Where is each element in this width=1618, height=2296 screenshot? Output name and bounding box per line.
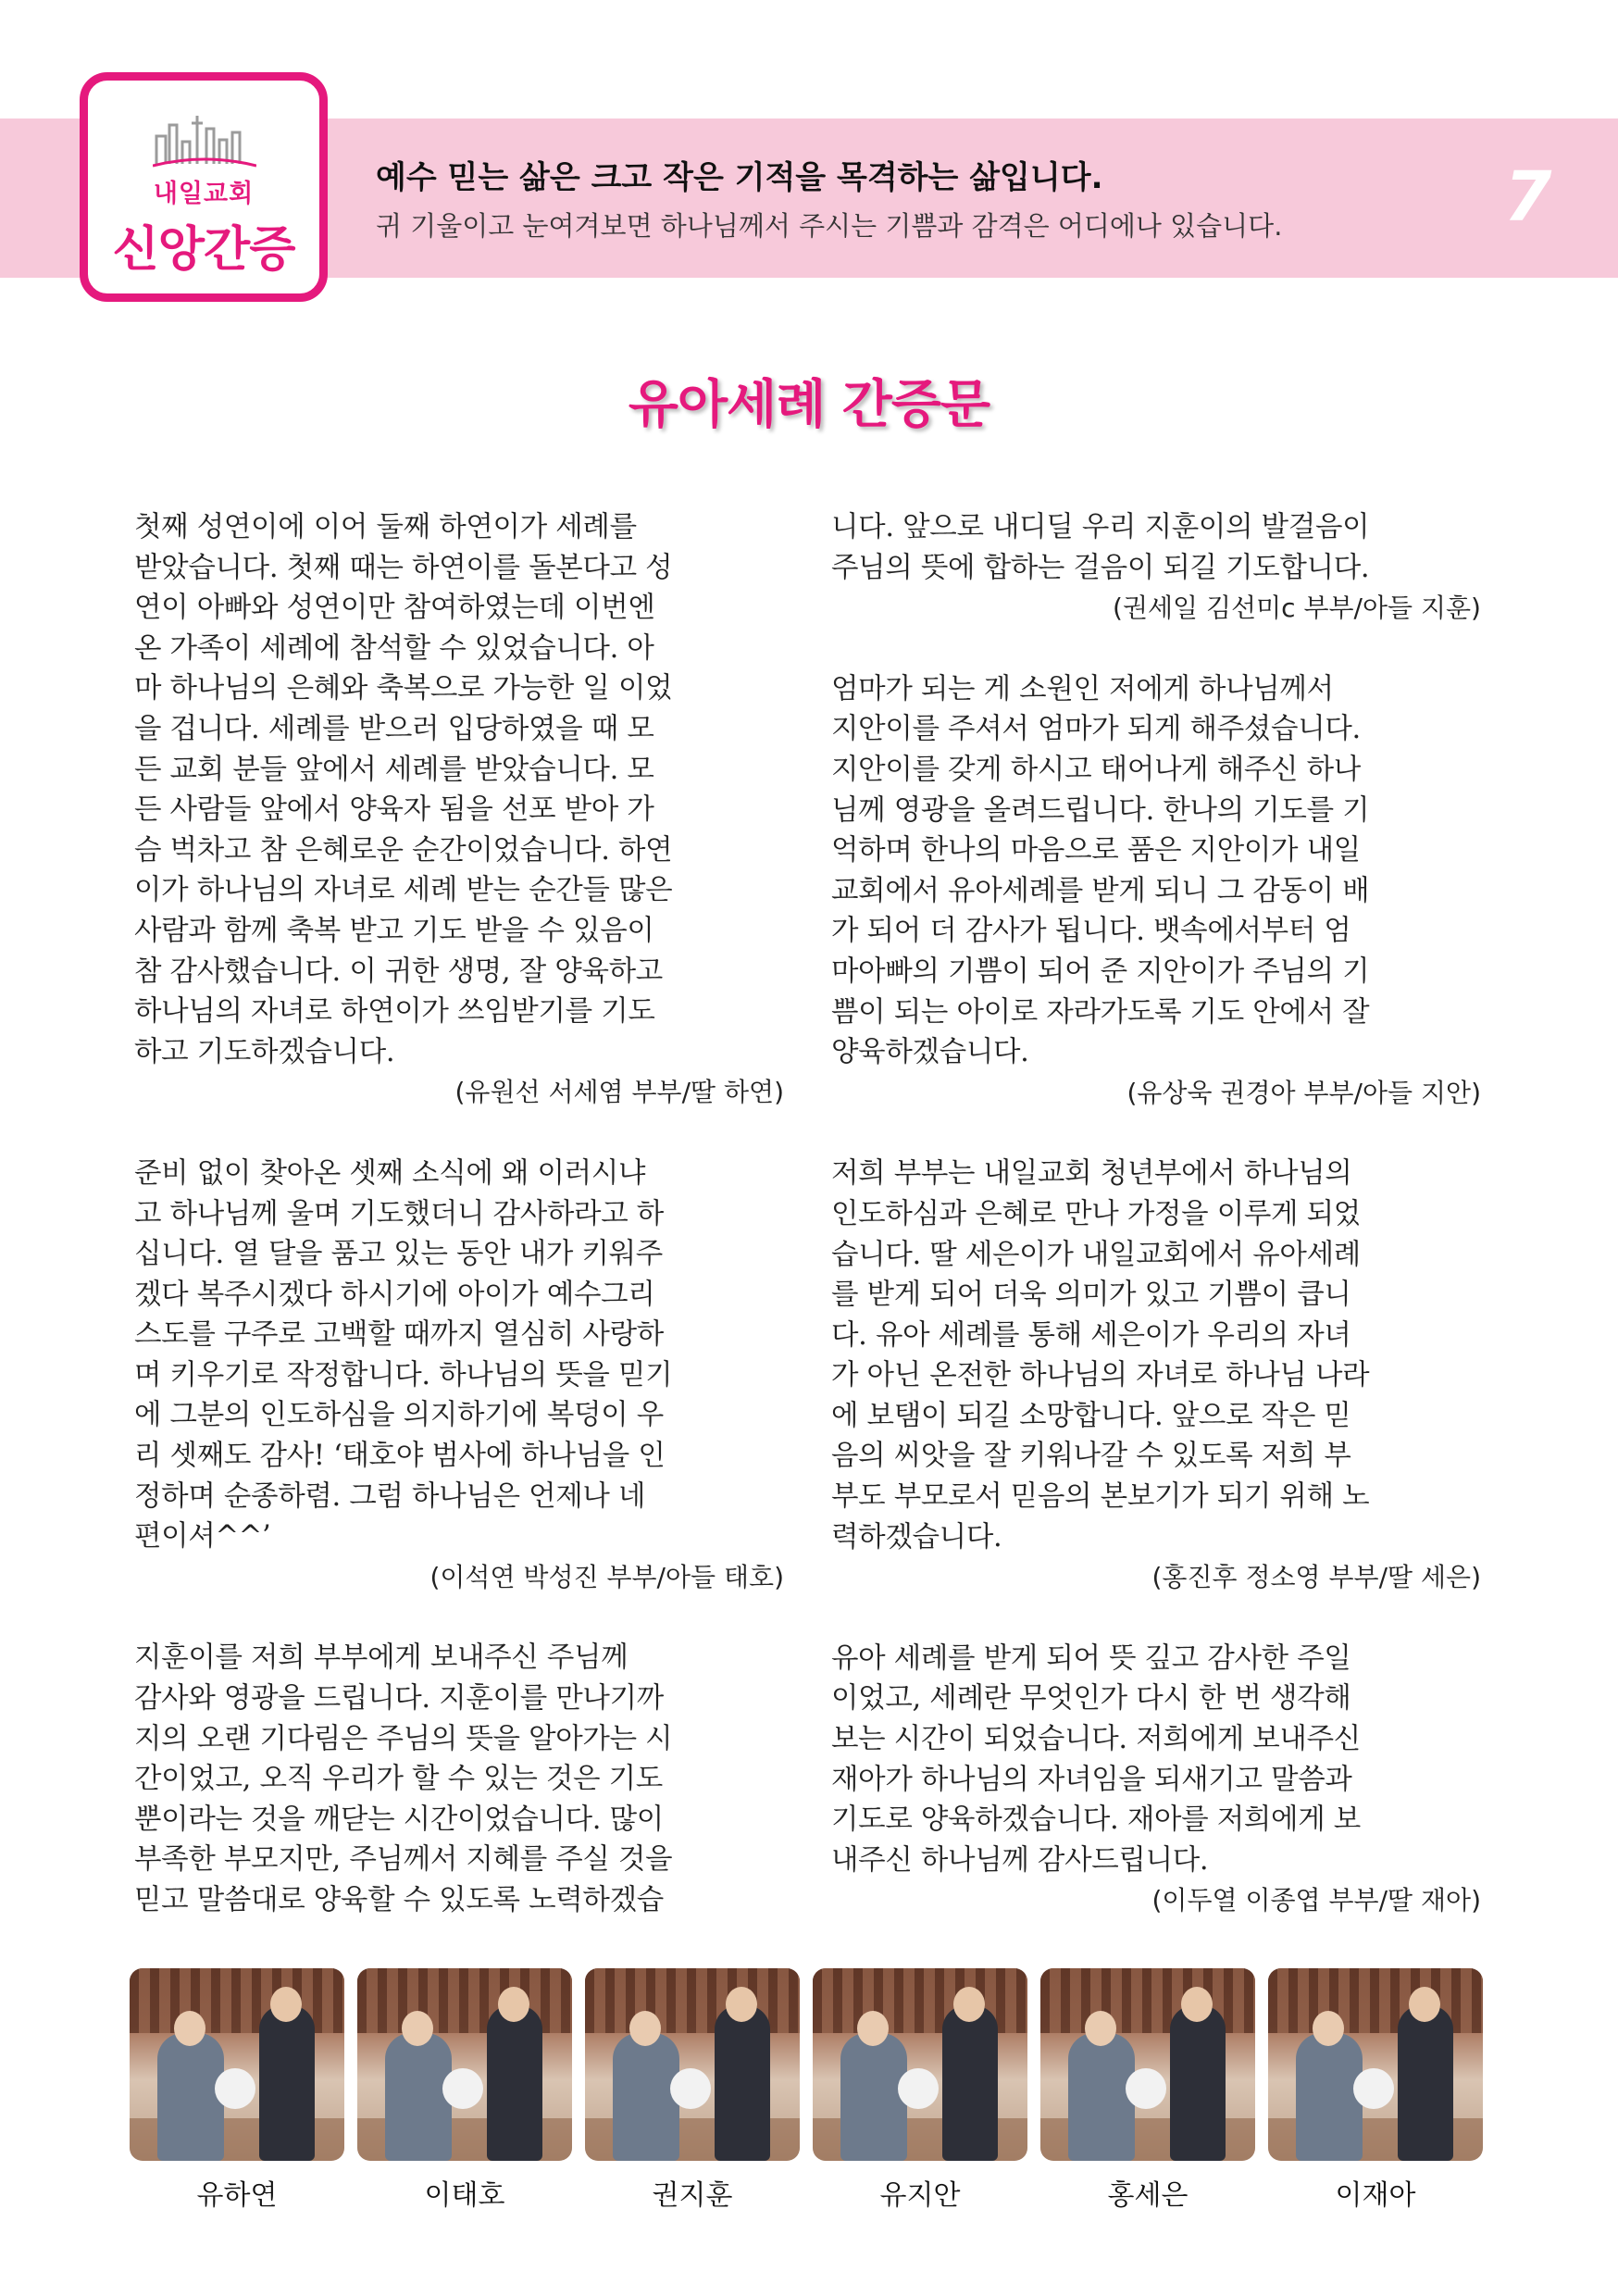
photo-caption: 홍세은 [1107,2179,1189,2212]
photo-caption: 유지안 [879,2179,961,2212]
testimony-text: 준비 없이 찾아온 셋째 소식에 왜 이러시냐 고 하나님께 울며 기도했더니 감사하라고 하 십니다. 열 달을 품고 있는 동안 내가 키워주 겠다 복주시겠다 하시기에 아이가 예수그리 스도를 구주로 고백할 때까지 열심히 사랑하 며 키우기로 작정합니다. 하나님의 뜻을 믿기 에 그분의 인도하심을 의지하기에 복덩이 우 리 셋째도 감사! ‘태호야 범사에 하나님을 인 정하며 순종하렴. 그럼 하나님은 언제나 네 편이셔^^’ [134,1156,673,1554]
baptism-photo [130,1968,344,2161]
baptism-photo [813,1968,1027,2161]
photo-strip [130,1968,1487,2161]
page-number: 7 [1504,157,1552,237]
spacer [831,1598,1481,1639]
spacer [831,629,1481,669]
article-title: 유아세례 간증문 [628,375,990,435]
photo-caption: 권지훈 [652,2179,733,2212]
header-headline: 예수 믿는 삶은 크고 작은 기적을 목격하는 삶입니다. [376,159,1103,196]
right-column [831,507,1481,1921]
spacer [134,1597,784,1638]
testimony-signature: (이석연 박성진 부부/아들 태호) [429,1561,784,1592]
spacer [831,1113,1481,1154]
spacer [134,1113,784,1154]
church-name: 내일교회 [153,180,255,208]
section-logo [80,72,328,302]
testimony-text: 첫째 성연이에 이어 둘째 하연이가 세례를 받았습니다. 첫째 때는 하연이를 돌본다고 성 연이 아빠와 성연이만 참여하였는데 이번엔 온 가족이 세례에 참석할 수 있었습니다. 아 마 하나님의 은혜와 축복으로 가능한 일 이었 을 겁니다. 세례를 받으러 입당하였을 때 모 든 교회 분들 앞에서 세례를 받았습니다. 모 든 사람들 앞에서 양육자 됨을 선포 받아 가 슴 벅차고 참 은혜로운 순간이었습니다. 하연 이가 하나님의 자녀로 세례 받는 순간들 많은 사람과 함께 축복 받고 기도 받을 수 있음이 참 감사했습니다. 이 귀한 생명, 잘 양육하고 하나님의 자녀로 하연이가 쓰임받기를 기도 하고 기도하겠습니다. [134,511,673,1068]
photo-caption: 유하연 [196,2179,278,2212]
testimony-signature: (권세일 김선미c 부부/아들 지훈) [1113,593,1481,624]
testimony-signature: (홍진후 정소영 부부/딸 세은) [1151,1562,1481,1593]
testimony-signature: (유원선 서세염 부부/딸 하연) [454,1077,784,1108]
testimony-signature: (유상욱 권경아 부부/아들 지안) [1126,1077,1481,1108]
testimony-text: 엄마가 되는 게 소원인 저에게 하나님께서 지안이를 주셔서 엄마가 되게 해주셨습니다. 지안이를 갖게 하시고 태어나게 해주신 하나 님께 영광을 올려드립니다. 한나의 기도를 기 억하며 한나의 마음으로 품은 지안이가 내일 교회에서 유아세례를 받게 되니 그 감동이 배 가 되어 더 감사가 됩니다. 뱃속에서부터 엄 마아빠의 기쁨이 되어 준 지안이가 주님의 기 쁨이 되는 아이로 자라가도록 기도 안에서 잘 양육하겠습니다. [831,672,1370,1069]
section-category: 신앙간증 [112,222,295,278]
testimony-signature: (이두열 이종엽 부부/딸 재아) [1151,1885,1481,1916]
baptism-photo [585,1968,800,2161]
testimony-text: 유아 세례를 받게 되어 뜻 깊고 감사한 주일 이었고, 세례란 무엇인가 다시 한 번 생각해 보는 시간이 되었습니다. 저희에게 보내주신 재아가 하나님의 자녀임을 되새기고 말씀과 기도로 양육하겠습니다. 재아를 저희에게 보 내주신 하나님께 감사드립니다. [831,1641,1361,1877]
baptism-photo [1040,1968,1255,2161]
testimony-text: 니다. 앞으로 내디딜 우리 지훈이의 발걸음이 주님의 뜻에 합하는 걸음이 되길 기도합니다. [831,511,1370,584]
testimony-text: 저희 부부는 내일교회 청년부에서 하나님의 인도하심과 은혜로 만나 가정을 이루게 되었 습니다. 딸 세은이가 내일교회에서 유아세례 를 받게 되어 더욱 의미가 있고 기쁨이 큽니 다. 유아 세례를 통해 세은이가 우리의 자녀 가 아닌 온전한 하나님의 자녀로 하나님 나라 에 보탬이 되길 소망합니다. 앞으로 작은 믿 음의 씨앗을 잘 키워나갈 수 있도록 저희 부 부도 부모로서 믿음의 본보기가 되기 위해 노 력하겠습니다. [831,1157,1370,1554]
testimony-text: 지훈이를 저희 부부에게 보내주신 주님께 감사와 영광을 드립니다. 지훈이를 만나기까 지의 오랜 기다림은 주님의 뜻을 알아가는 시 간이었고, 오직 우리가 할 수 있는 것은 기도 뿐이라는 것을 깨닫는 시간이었습니다. 많이 부족한 부모지만, 주님께서 지혜를 주실 것을 믿고 말씀대로 양육할 수 있도록 노력하겠습 [134,1641,673,1916]
header-subline: 귀 기울이고 눈여겨보면 하나님께서 주시는 기쁨과 감격은 어디에나 있습니다. [376,210,1283,242]
photo-caption: 이재아 [1335,2179,1416,2212]
photo-caption: 이태호 [424,2179,505,2212]
baptism-photo [1268,1968,1483,2161]
church-skyline-icon [153,108,256,171]
baptism-photo [357,1968,572,2161]
left-column [134,507,784,1921]
